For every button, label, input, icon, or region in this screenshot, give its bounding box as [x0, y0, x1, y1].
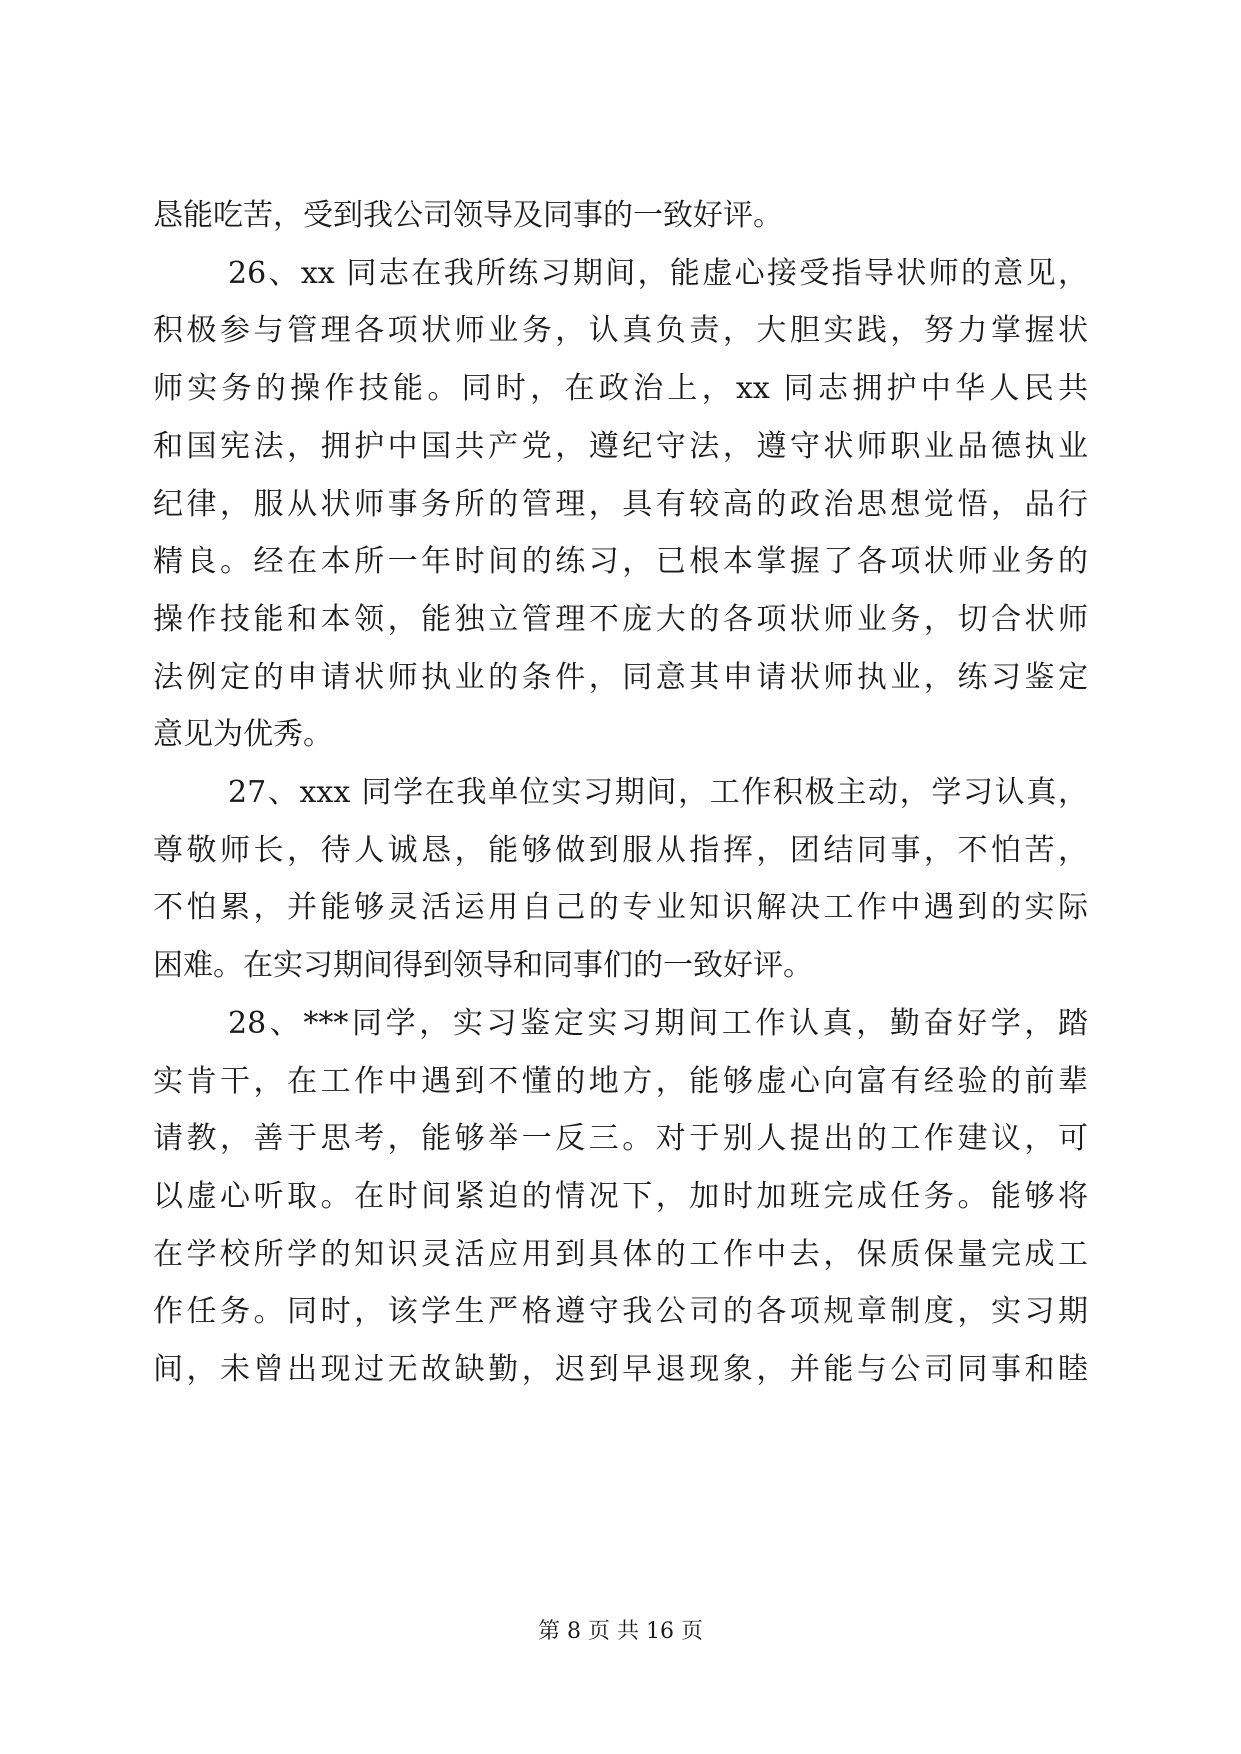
text-line: 27、xxx 同学在我单位实习期间，工作积极主动，学习认真，: [228, 775, 1088, 810]
text-line: 恳能吃苦，受到我公司领导及同事的一致好评。: [153, 198, 783, 233]
text-line: 法例定的申请状师执业的条件，同意其申请状师执业，练习鉴定: [153, 660, 1088, 695]
text-line: 操作技能和本领，能独立管理不庞大的各项状师业务，切合状师: [153, 602, 1088, 637]
text-line: 作任务。同时，该学生严格遵守我公司的各项规章制度，实习期: [153, 1294, 1088, 1329]
text-line: 和国宪法，拥护中国共产党，遵纪守法，遵守状师职业品德执业: [153, 429, 1088, 464]
text-line: 实肯干，在工作中遇到不懂的地方，能够虚心向富有经验的前辈: [153, 1064, 1088, 1099]
page-footer: 第 8 页 共 16 页: [538, 1619, 703, 1644]
text-line: 28、***同学，实习鉴定实习期间工作认真，勤奋好学，踏: [228, 1006, 1088, 1041]
text-line: 间，未曾出现过无故缺勤，迟到早退现象，并能与公司同事和睦: [153, 1352, 1088, 1387]
text-line: 在学校所学的知识灵活应用到具体的工作中去，保质保量完成工: [153, 1237, 1088, 1272]
text-line: 积极参与管理各项状师业务，认真负责，大胆实践，努力掌握状: [153, 313, 1088, 348]
text-line: 精良。经在本所一年时间的练习，已根本掌握了各项状师业务的: [153, 544, 1088, 579]
text-line: 不怕累，并能够灵活运用自己的专业知识解决工作中遇到的实际: [153, 890, 1088, 925]
text-line: 师实务的操作技能。同时，在政治上，xx 同志拥护中华人民共: [153, 371, 1088, 406]
text-line: 尊敬师长，待人诚恳，能够做到服从指挥，团结同事，不怕苦，: [153, 833, 1088, 868]
text-line: 意见为优秀。: [153, 717, 333, 752]
text-line: 请教，善于思考，能够举一反三。对于别人提出的工作建议，可: [153, 1121, 1088, 1156]
text-line: 纪律，服从状师事务所的管理，具有较高的政治思想觉悟，品行: [153, 487, 1088, 522]
text-line: 以虚心听取。在时间紧迫的情况下，加时加班完成任务。能够将: [153, 1179, 1088, 1214]
text-line: 困难。在实习期间得到领导和同事们的一致好评。: [153, 948, 813, 983]
text-line: 26、xx 同志在我所练习期间，能虚心接受指导状师的意见，: [228, 256, 1088, 291]
